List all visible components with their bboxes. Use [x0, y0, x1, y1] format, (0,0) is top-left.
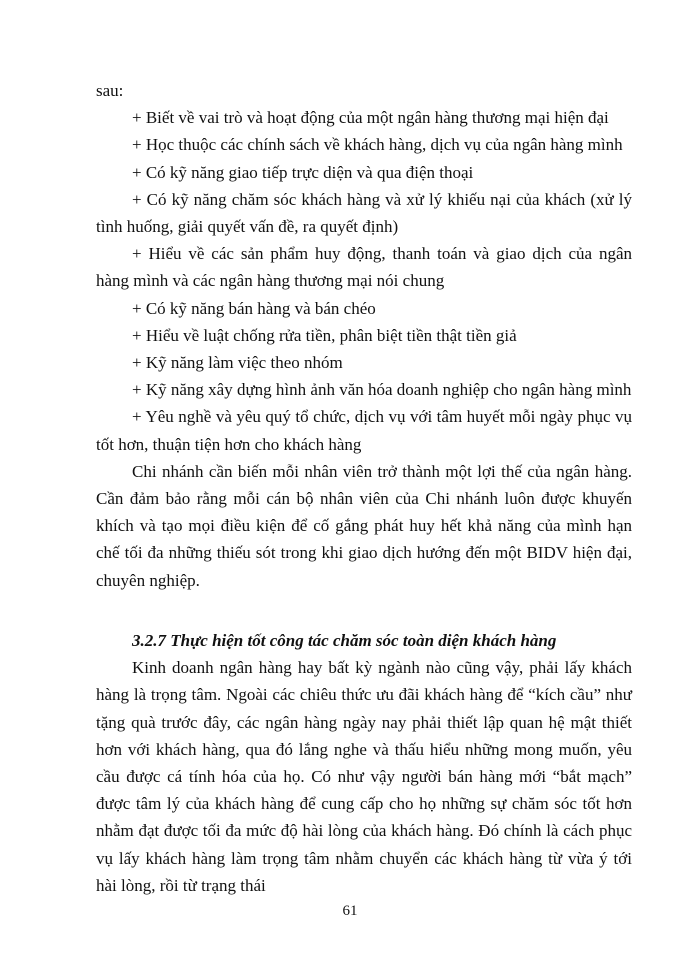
- list-item-bank-role: + Biết về vai trò và hoạt động của một ngân hàng thương mại hiện đại: [132, 108, 609, 128]
- list-item-dedication: + Yêu nghề và yêu quý tổ chức, dịch vụ với tâm huyết mỗi ngày phục vụ tốt hơn, thuận tiện hơn cho khách hàng: [96, 407, 632, 454]
- body-text-bottom: [96, 627, 632, 899]
- paragraph-lead: sau:: [96, 81, 124, 100]
- body-text-top: [96, 77, 632, 594]
- list-item-corporate-culture: + Kỹ năng xây dựng hình ảnh văn hóa doanh nghiệp cho ngân hàng mình: [132, 380, 632, 400]
- list-item-policies: + Học thuộc các chính sách về khách hàng, dịch vụ của ngân hàng mình: [132, 135, 623, 155]
- page-number: 61: [342, 903, 358, 919]
- paragraph-branch-staff: Chi nhánh cần biến mỗi nhân viên trở thành một lợi thế của ngân hàng. Cần đảm bảo rằng mỗi cán bộ nhân viên của Chi nhánh luôn được khuyến khích và tạo mọi điều kiện để cố gắng phát huy hết khả năng của mình hạn chế tối đa những thiếu sót trong khi giao dịch hướng đến một BIDV hiện đại, chuyên nghiệp.: [96, 461, 632, 590]
- list-item-communication: + Có kỹ năng giao tiếp trực diện và qua điện thoại: [132, 162, 474, 182]
- list-item-products: + Hiểu về các sản phẩm huy động, thanh toán và giao dịch của ngân hàng mình và các ngân hàng thương mại nói chung: [96, 244, 632, 291]
- section-heading: 3.2.7 Thực hiện tốt công tác chăm sóc toàn diện khách hàng: [132, 631, 557, 650]
- list-item-teamwork: + Kỹ năng làm việc theo nhóm: [132, 353, 343, 373]
- list-item-customer-care: + Có kỹ năng chăm sóc khách hàng và xử lý khiếu nại của khách (xử lý tình huống, giải quyết vấn đề, ra quyết định): [96, 189, 632, 237]
- paragraph-customer-focus: Kinh doanh ngân hàng hay bất kỳ ngành nào cũng vậy, phải lấy khách hàng là trọng tâm. Ngoài các chiêu thức ưu đãi khách hàng để “kích cầu” như tặng quà trước đây, các ngân hàng ngày nay phải thiết lập quan hệ mật thiết hơn với khách hàng, qua đó lắng nghe và thấu hiểu những mong muốn, yêu cầu được cá tính hóa của họ. Có như vậy người bán hàng mới “bắt mạch” được tâm lý của khách hàng để cung cấp cho họ những sự chăm sóc tốt hơn nhằm đạt được tối đa mức độ hài lòng của khách hàng. Đó chính là cách phục vụ lấy khách hàng làm trọng tâm nhằm chuyển các khách hàng từ vừa ý tới hài lòng, rồi từ trạng thái: [96, 658, 632, 895]
- list-item-sales: + Có kỹ năng bán hàng và bán chéo: [132, 298, 376, 318]
- list-item-anti-money-laundering: + Hiểu về luật chống rửa tiền, phân biệt tiền thật tiền giả: [132, 325, 517, 345]
